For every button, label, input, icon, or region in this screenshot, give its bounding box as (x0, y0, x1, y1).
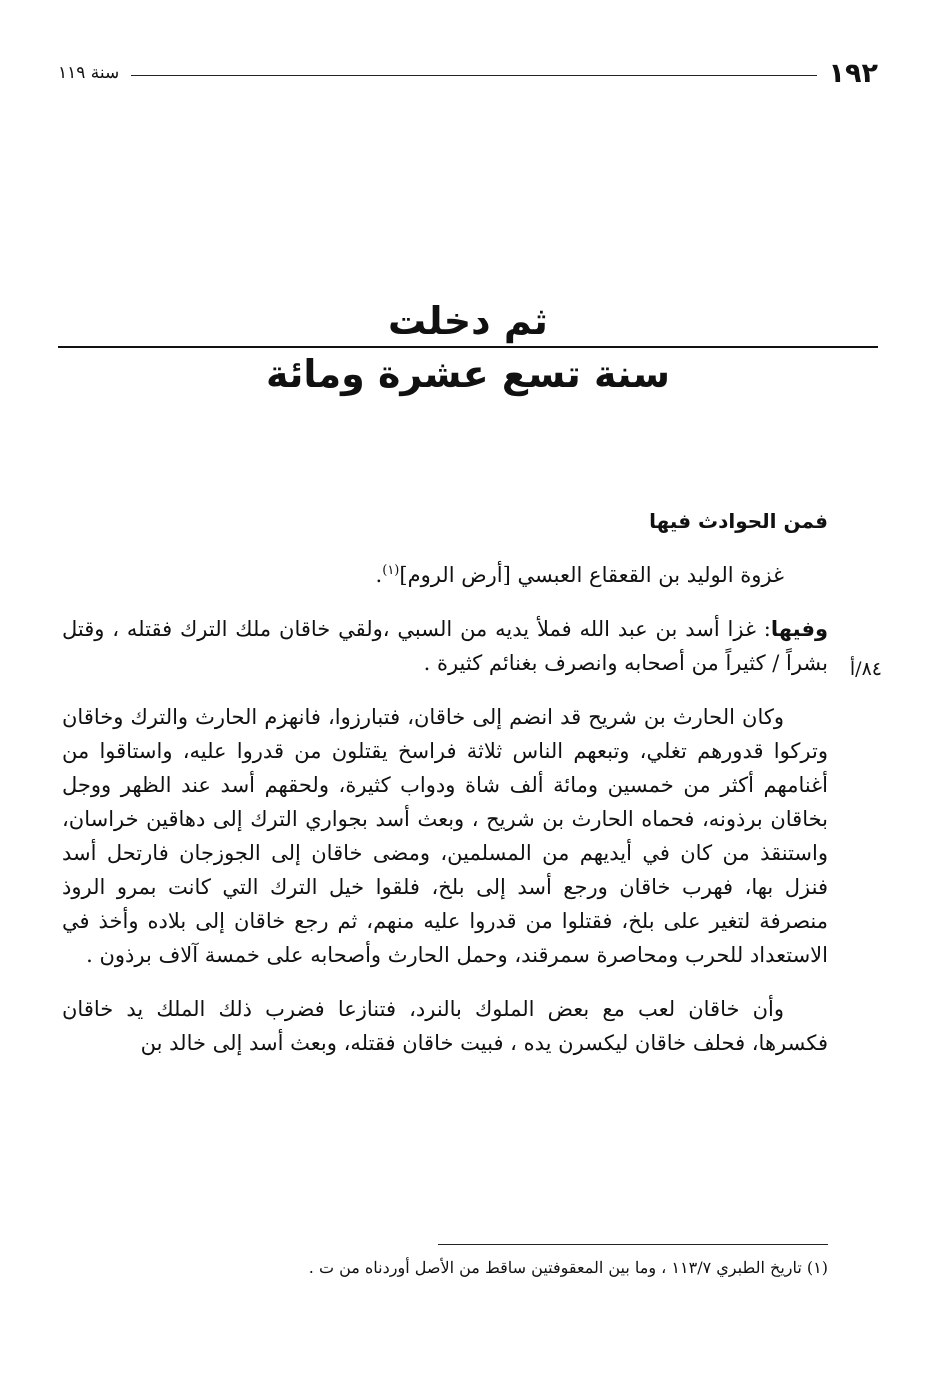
paragraph-2-lead-word: وفيها (770, 617, 828, 641)
chapter-heading (58, 296, 878, 400)
paragraph-1-text: غزوة الوليد بن القعقاع العبسي [أرض الروم] (399, 563, 784, 587)
section-heading: فمن الحوادث فيها (649, 509, 828, 533)
paragraph-2-text: : غزا أسد بن عبد الله فملأ يديه من السبي ،ولقي خاقان ملك الترك فقتله ، وقتل بشراً / كثيراً من أصحابه وانصرف بغنائم كثيرة . (62, 617, 828, 675)
paragraph-4: وأن خاقان لعب مع بعض الملوك بالنرد، فتنازعا فضرب ذلك الملك يد خاقان فكسرها، فحلف خاقان ليكسرن يده ، فبيت خاقان فقتله، وبعث أسد إلى خالد بن (62, 997, 828, 1055)
footnote-reference: (١) (382, 563, 400, 578)
paragraph-1 (62, 558, 828, 592)
running-title: سنة ١١٩ (58, 63, 120, 83)
footnote: (١) تاريخ الطبري ١١٣/٧ ، وما بين المعقوفتين ساقط من الأصل أوردناه من ت . (308, 1258, 828, 1277)
chapter-heading-line1: ثم دخلت (388, 299, 548, 343)
paragraph-2-wrap (62, 612, 882, 680)
running-header (58, 56, 878, 90)
paragraph-3: وكان الحارث بن شريح قد انضم إلى خاقان، فتبارزوا، فانهزم الحارث والترك وخاقان وتركوا قدورهم تغلي، وتبعهم الناس ثلاثة فراسخ يقتلون من قدروا عليه، واستاقوا من أغنامهم أكثر من خمسين ومائة ألف شاة ودواب كثيرة، ولحقهم أسد عند الظهر ووجل بخاقان برذونه، فحماه الحارث بن شريح ، وبعث أسد بجواري الترك إلى دهاقين خراسان، واستنقذ من كان في أيديهم من المسلمين، ومضى خاقان إلى الجوزجان فارتحل أسد فنزل بها، فهرب خاقان ورجع أسد إلى بلخ، فلقوا خيل الترك التي كانت بمرو الروذ منصرفة لتغير على بلخ، فقتلوا من قدروا عليه منهم، ثم رجع خاقان إلى بلاده وأخذ في الاستعداد للحرب ومحاصرة سمرقند، وحمل الحارث وأصحابه على خمسة آلاف برذون . (62, 705, 828, 967)
manuscript-folio-note: ٨٤/أ (849, 658, 882, 680)
paragraph-1-end: . (375, 563, 383, 587)
paragraph-2 (62, 612, 828, 680)
footnote-rule (438, 1244, 828, 1245)
chapter-heading-line2: سنة تسع عشرة ومائة (266, 352, 670, 396)
main-text (62, 504, 882, 1080)
page-number: ١٩٢ (828, 57, 878, 89)
header-rule (131, 75, 816, 76)
